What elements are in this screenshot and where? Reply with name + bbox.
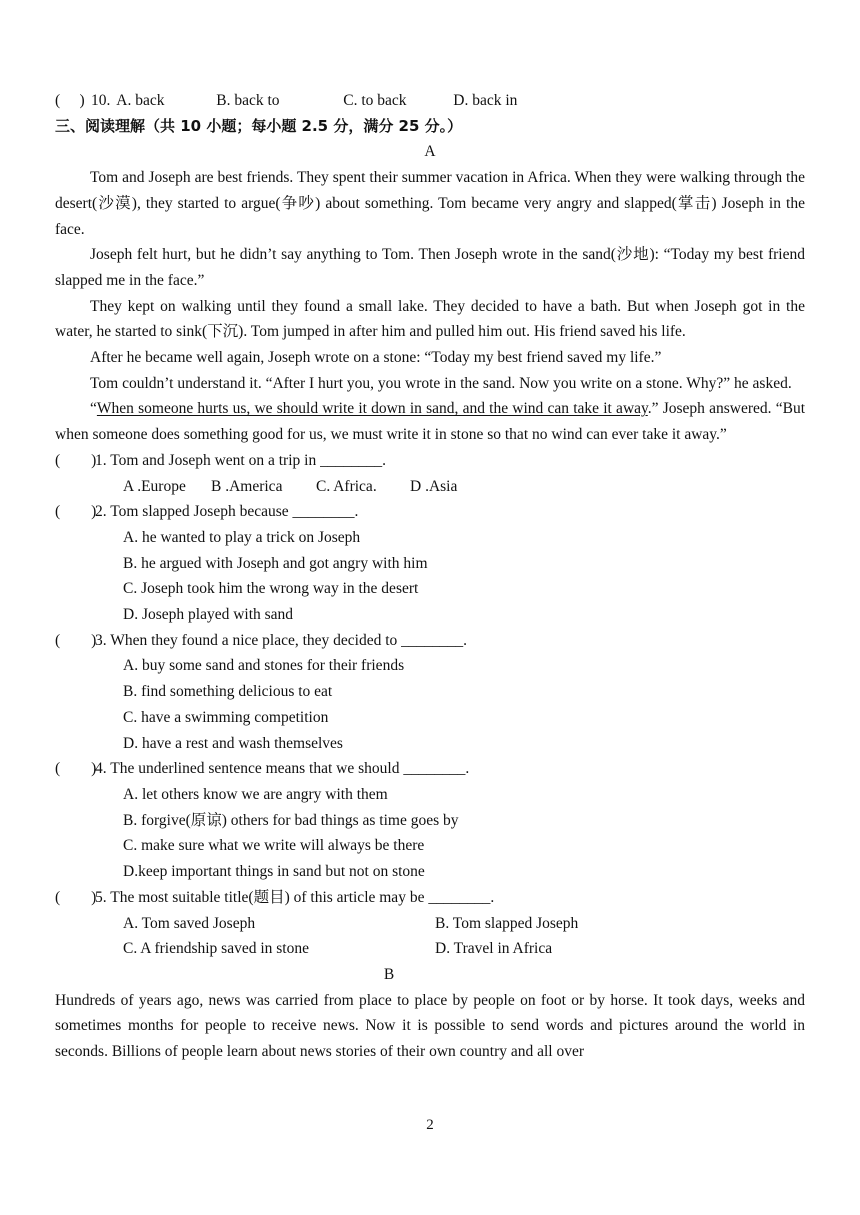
answer-blank[interactable]: ( ): [55, 888, 97, 906]
option-a: A. buy some sand and stones for their friends: [123, 657, 405, 675]
option-b: B. Tom slapped Joseph: [435, 914, 579, 932]
option-a: A. he wanted to play a trick on Joseph: [123, 528, 361, 546]
quote-open: “: [90, 400, 97, 418]
option-c: C. have a swimming competition: [123, 708, 329, 726]
option-a: A. let others know we are angry with them: [123, 785, 388, 803]
option-c: C. make sure what we write will always be there: [123, 837, 425, 855]
option-d: D. Joseph played with sand: [123, 606, 294, 624]
option-c: C. Africa.: [316, 477, 377, 495]
underlined-sentence: When someone hurts us, we should write it down in sand, and the wind can take it away: [96, 400, 648, 418]
page-number: 2: [426, 1117, 434, 1133]
question-1-options: [55, 474, 805, 500]
answer-blank[interactable]: ( ): [55, 760, 97, 778]
passage-b-label: B: [383, 965, 395, 983]
passage-a-paragraph-6: [55, 396, 805, 447]
passage-a-paragraph-2: Joseph felt hurt, but he didn’t say anything to Tom. Then Joseph wrote in the sand(沙地): “Today my best friend slapped me in the face.”: [55, 246, 805, 289]
passage-a-paragraph-4: After he became well again, Joseph wrote on a stone: “Today my best friend saved my life.”: [90, 349, 662, 367]
question-3: [55, 628, 805, 654]
option-d: D. have a rest and wash themselves: [123, 734, 343, 752]
question-5-options-row-1: [55, 911, 805, 937]
answer-blank[interactable]: ( ): [55, 451, 97, 469]
passage-b-paragraph-1: Hundreds of years ago, news was carried from place to place by people on foot or by horse. It took days, weeks and sometimes months for people to receive news. Now it is possible to send words and pictures around the world in seconds. Billions of people learn about news stories of their own country and all over: [55, 991, 805, 1061]
question-stem: 3. When they found a nice place, they decided to ________.: [95, 631, 468, 649]
answer-blank[interactable]: ( ): [55, 92, 85, 109]
option-d: D .Asia: [410, 477, 458, 495]
option-a: A. Tom saved Joseph: [123, 914, 256, 932]
option-c: C. to back: [343, 92, 407, 109]
question-number: 10.: [91, 92, 111, 109]
passage-a-paragraph-1: Tom and Joseph are best friends. They spent their summer vacation in Africa. When they were walking through the desert(沙漠), they started to argue(争吵) about something. Tom became very angry and slapped(掌击) Joseph in the face.: [55, 169, 805, 238]
question-stem: 2. Tom slapped Joseph because ________.: [95, 503, 359, 521]
option-d: D. back in: [453, 92, 518, 109]
passage-a-paragraph-5: Tom couldn’t understand it. “After I hurt you, you wrote in the sand. Now you write on a stone. Why?” he asked.: [90, 374, 792, 392]
option-b: B. he argued with Joseph and got angry with him: [123, 554, 428, 572]
question-stem: 4. The underlined sentence means that we should ________.: [95, 760, 470, 778]
option-a: A. back: [116, 92, 165, 109]
exam-page: [55, 88, 805, 1065]
option-b: B. back to: [216, 92, 280, 109]
question-5: [55, 885, 805, 911]
option-a: A .Europe: [123, 477, 186, 495]
question-4: [55, 756, 805, 782]
answer-blank[interactable]: ( ): [55, 503, 97, 521]
question-1: [55, 448, 805, 474]
section-title: 三、阅读理解（共 10 小题；每小题 2.5 分，满分 25 分。）: [55, 116, 463, 135]
option-c: C. Joseph took him the wrong way in the desert: [123, 580, 419, 598]
answer-blank[interactable]: ( ): [55, 631, 97, 649]
question-10: [55, 88, 805, 114]
option-b: B. forgive(原谅) others for bad things as time goes by: [123, 811, 459, 829]
option-b: B .America: [211, 477, 283, 495]
option-c: C. A friendship saved in stone: [123, 940, 309, 958]
question-2: [55, 499, 805, 525]
option-d: D.keep important things in sand but not on stone: [123, 863, 425, 881]
option-d: D. Travel in Africa: [435, 940, 553, 958]
passage-a-paragraph-3: They kept on walking until they found a small lake. They decided to have a bath. But when Joseph got in the water, he started to sink(下沉). Tom jumped in after him and pulled him out. His friend saved his life.: [55, 297, 805, 341]
option-b: B. find something delicious to eat: [123, 683, 333, 701]
question-stem: 1. Tom and Joseph went on a trip in ________.: [95, 451, 386, 469]
paragraph-rest: .” Joseph answered. “But when someone does something good for us, we must write it in stone so that no wind can ever take it away.”: [55, 400, 806, 444]
passage-a-label: A: [424, 143, 436, 161]
question-5-options-row-2: [55, 936, 805, 962]
question-stem: 5. The most suitable title(题目) of this article may be ________.: [95, 888, 495, 906]
